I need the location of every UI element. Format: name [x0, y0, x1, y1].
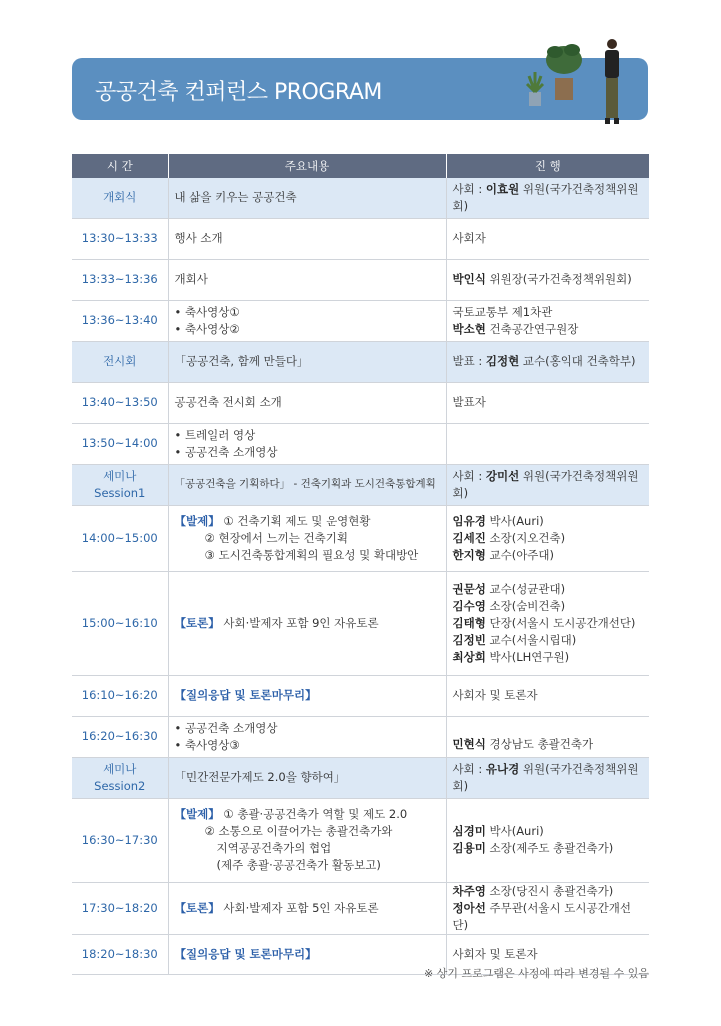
row-host: 발표자	[446, 382, 649, 423]
row-time: 전시회	[72, 341, 168, 382]
page-title: 공공건축 컨퍼런스 PROGRAM	[95, 80, 382, 105]
row-time: 13:30~13:33	[72, 218, 168, 259]
row-content: 내 삶을 키우는 공공건축	[168, 178, 446, 218]
row-time: 18:20~18:30	[72, 934, 168, 974]
table-row	[72, 259, 649, 300]
row-host: 사회자 및 토론자	[446, 934, 649, 974]
row-host: 사회 : 유나경 위원(국가건축정책위원회)	[446, 757, 649, 798]
person-top	[605, 50, 619, 78]
row-content: • 축사영상① • 축사영상②	[168, 300, 446, 341]
row-content: 【토론】 사회·발제자 포함 5인 자유토론	[168, 882, 446, 934]
table-header-row	[72, 154, 649, 178]
header-time: 시 간	[72, 154, 168, 178]
table-row	[72, 757, 649, 798]
row-content: 개회사	[168, 259, 446, 300]
row-content: 「공공건축을 기획하다」 - 건축기획과 도시건축통합계획	[168, 464, 446, 505]
table-row	[72, 882, 649, 934]
row-host: 발표 : 김정현 교수(홍익대 건축학부)	[446, 341, 649, 382]
row-content: 【발제】 ① 건축기획 제도 및 운영현황 ② 현장에서 느끼는 건축기획 ③ 도시건축통합계획의 필요성 및 확대방안	[168, 505, 446, 571]
row-time: 14:00~15:00	[72, 505, 168, 571]
table-row	[72, 716, 649, 757]
row-content: • 공공건축 소개영상 • 축사영상③	[168, 716, 446, 757]
row-time: 13:40~13:50	[72, 382, 168, 423]
table-row	[72, 571, 649, 675]
row-host: 국토교통부 제1차관 박소현 건축공간연구원장	[446, 300, 649, 341]
plants-and-person-illustration	[525, 30, 645, 140]
table-row	[72, 178, 649, 218]
row-content: 공공건축 전시회 소개	[168, 382, 446, 423]
row-content: 【발제】 ① 총괄·공공건축가 역할 및 제도 2.0 ② 소통으로 이끌어가는 총괄건축가와 지역공공건축가의 협업 (제주 총괄·공공건축가 활동보고)	[168, 798, 446, 882]
table-row	[72, 341, 649, 382]
row-host: 사회 : 이효원 위원(국가건축정책위원회)	[446, 178, 649, 218]
row-content: 행사 소개	[168, 218, 446, 259]
row-time: 16:10~16:20	[72, 675, 168, 716]
table-row	[72, 464, 649, 505]
row-time: 16:30~17:30	[72, 798, 168, 882]
row-time: 세미나 Session2	[72, 757, 168, 798]
small-pot	[529, 92, 541, 106]
person-head	[607, 39, 617, 49]
program-table	[72, 154, 649, 975]
table-row	[72, 675, 649, 716]
header-host: 진 행	[446, 154, 649, 178]
row-host: 심경미 박사(Auri) 김용미 소장(제주도 총괄건축가)	[446, 798, 649, 882]
table-row	[72, 300, 649, 341]
row-content: 【토론】 사회·발제자 포함 9인 자유토론	[168, 571, 446, 675]
big-pot	[555, 78, 573, 100]
row-content: 【질의응답 및 토론마무리】	[168, 675, 446, 716]
table-row	[72, 505, 649, 571]
row-host: 사회 : 강미선 위원(국가건축정책위원회)	[446, 464, 649, 505]
row-host: 민현식 경상남도 총괄건축가	[446, 716, 649, 757]
person-pants	[606, 78, 618, 118]
row-host: 사회자 및 토론자	[446, 675, 649, 716]
row-content: 「공공건축, 함께 만들다」	[168, 341, 446, 382]
footnote: ※ 상기 프로그램은 사정에 따라 변경될 수 있음	[424, 967, 649, 980]
row-time: 13:33~13:36	[72, 259, 168, 300]
row-host: 박인식 위원장(국가건축정책위원회)	[446, 259, 649, 300]
header-content: 주요내용	[168, 154, 446, 178]
row-host: 차주영 소장(당진시 총괄건축가) 정아선 주무관(서울시 도시공간개선단)	[446, 882, 649, 934]
row-time: 17:30~18:20	[72, 882, 168, 934]
table-row	[72, 798, 649, 882]
row-content: 【질의응답 및 토론마무리】	[168, 934, 446, 974]
small-plant-leaves	[527, 72, 543, 92]
row-time: 15:00~16:10	[72, 571, 168, 675]
row-time: 세미나 Session1	[72, 464, 168, 505]
row-host: 권문성 교수(성균관대) 김수영 소장(숨비건축) 김태형 단장(서울시 도시공간개선단) 김정빈 교수(서울시립대) 최상희 박사(LH연구원)	[446, 571, 649, 675]
row-time: 13:36~13:40	[72, 300, 168, 341]
row-time: 13:50~14:00	[72, 423, 168, 464]
row-time: 개회식	[72, 178, 168, 218]
table-row	[72, 382, 649, 423]
row-host	[446, 423, 649, 464]
table-row	[72, 423, 649, 464]
row-host: 임유경 박사(Auri) 김세진 소장(지오건축) 한지형 교수(아주대)	[446, 505, 649, 571]
row-content: 「민간전문가제도 2.0을 향하여」	[168, 757, 446, 798]
row-host: 사회자	[446, 218, 649, 259]
row-content: • 트레일러 영상 • 공공건축 소개영상	[168, 423, 446, 464]
row-time: 16:20~16:30	[72, 716, 168, 757]
table-row	[72, 218, 649, 259]
